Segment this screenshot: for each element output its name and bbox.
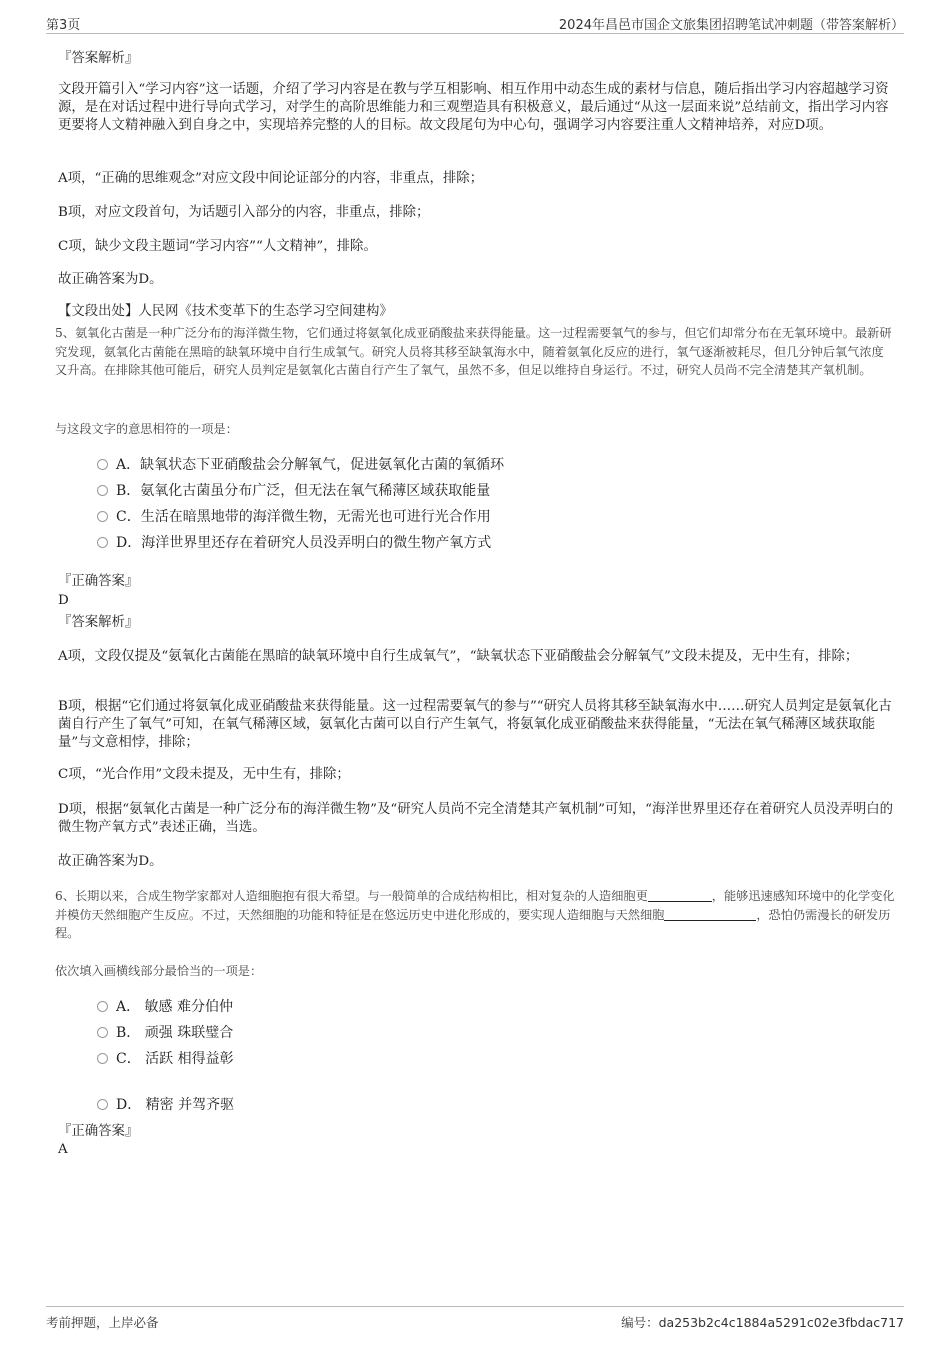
q6-stem: [55, 887, 895, 943]
q6-option-b[interactable]: [97, 1024, 233, 1042]
q6-option-d[interactable]: [97, 1096, 234, 1114]
q6-prompt: 依次填入画横线部分最恰当的一项是：: [55, 964, 263, 978]
q5-conclusion: 故正确答案为D。: [58, 854, 163, 869]
q6-option-a[interactable]: [97, 998, 233, 1016]
radio-icon[interactable]: [97, 1053, 108, 1064]
footer-slogan: 考前押题，上岸必备: [46, 1315, 159, 1330]
q5-option-c-label: C．生活在暗黑地带的海洋微生物，无需光也可进行光合作用: [116, 509, 491, 525]
q6-answer: A: [58, 1142, 68, 1157]
q5-point-d: D项，根据“氨氧化古菌是一种广泛分布的海洋微生物”及“研究人员尚不完全清楚其产氧机制”可知，“海洋世界里还存在着研究人员没弄明白的微生物产氧方式”表述正确，当选。: [58, 802, 894, 835]
q5-answer: D: [58, 593, 69, 608]
q4-point-c: C项，缺少文段主题词“学习内容”“人文精神”，排除。: [58, 239, 377, 254]
q6-stem-part-1: 6、长期以来，合成生物学家都对人造细胞抱有很大希望。与一般简单的合成结构相比，相对复杂的人造细胞更: [55, 889, 648, 903]
q5-option-b[interactable]: [97, 482, 490, 500]
q6-option-c-label: C． 活跃 相得益彰: [116, 1051, 234, 1067]
radio-icon[interactable]: [97, 1001, 108, 1012]
document-title: 2024年昌邑市国企文旅集团招聘笔试冲刺题（带答案解析）: [558, 18, 904, 33]
q4-point-a: A项，“正确的思维观念”对应文段中间论证部分的内容，非重点，排除；: [58, 171, 484, 186]
q5-answer-heading: 『正确答案』: [58, 574, 139, 589]
footer-doc-id: 编号：da253b2c4c1884a5291c02e3fbdac717: [621, 1315, 904, 1330]
radio-icon[interactable]: [97, 537, 108, 548]
q5-point-b: B项，根据“它们通过将氨氧化成亚硝酸盐来获得能量。这一过程需要氧气的参与”“研究人员将其移至缺氧海水中……研究人员判定是氨氧化古菌自行产生了氧气”可知，在氧气稀薄区域，氨氧化古菌可以自行产生氧气，将氨氧化成亚硝酸盐来获得能量，“无法在氧气稀薄区域获取能量”与文意相悖，排除；: [58, 699, 892, 750]
page-number: 第3页: [46, 18, 81, 33]
q6-blank-2: [664, 908, 756, 921]
radio-icon[interactable]: [97, 485, 108, 496]
q5-point-a: A项，文段仅提及“氨氧化古菌能在黑暗的缺氧环境中自行生成氧气”，“缺氧状态下亚硝酸盐会分解氧气”文段未提及，无中生有，排除；: [58, 649, 859, 664]
q5-analysis-heading: 『答案解析』: [58, 615, 139, 630]
footer-divider: [46, 1306, 904, 1307]
q5-option-d-label: D．海洋世界里还存在着研究人员没弄明白的微生物产氧方式: [116, 535, 492, 551]
q4-analysis-text: 文段开篇引入“学习内容”这一话题，介绍了学习内容是在教与学互相影响、相互作用中动态生成的素材与信息，随后指出学习内容超越学习资源，是在对话过程中进行导向式学习，对学生的高阶思维能力和三观塑造具有积极意义，最后通过“从这一层面来说”总结前文，指出学习内容更要将人文精神融入到自身之中，实现培养完整的人的目标。故文段尾句为中心句，强调学习内容要注重人文精神培养，对应D项。: [58, 82, 889, 133]
q6-option-b-label: B． 顽强 珠联璧合: [116, 1025, 234, 1041]
q5-option-d[interactable]: [97, 534, 491, 552]
q6-stem-part-3: ，恐怕仍需漫长的研发历程。: [55, 907, 891, 940]
q4-point-b: B项，对应文段首句，为话题引入部分的内容，非重点，排除；: [58, 205, 430, 220]
q4-conclusion: 故正确答案为D。: [58, 272, 163, 287]
q5-point-c: C项，“光合作用”文段未提及，无中生有，排除；: [58, 767, 350, 782]
q6-blank-1: [648, 889, 712, 902]
radio-icon[interactable]: [97, 511, 108, 522]
q5-option-b-label: B．氨氧化古菌虽分布广泛，但无法在氧气稀薄区域获取能量: [116, 483, 491, 499]
q4-analysis-heading: 『答案解析』: [58, 51, 139, 66]
q4-source: 【文段出处】人民网《技术变革下的生态学习空间建构》: [58, 304, 393, 319]
q6-option-d-label: D． 精密 并驾齐驱: [116, 1097, 235, 1113]
q5-stem: 5、氨氧化古菌是一种广泛分布的海洋微生物，它们通过将氨氧化成亚硝酸盐来获得能量。这一过程需要氧气的参与，但它们却常分布在无氧环境中。最新研究发现，氨氧化古菌能在黑暗的缺氧环境中自行生成氧气。研究人员将其移至缺氧海水中，随着氨氧化反应的进行，氧气逐渐被耗尽，但几分钟后氧气浓度又升高。在排除其他可能后，研究人员判定是氨氧化古菌自行产生了氧气，虽然不多，但足以维持自身运行。不过，研究人员尚不完全清楚其产氧机制。: [55, 326, 892, 377]
q6-answer-heading: 『正确答案』: [58, 1124, 139, 1139]
header-divider: [46, 33, 904, 34]
q5-prompt: 与这段文字的意思相符的一项是：: [55, 422, 238, 436]
radio-icon[interactable]: [97, 459, 108, 470]
q6-stem-part-2: ，能够迅速感知环境中的化学变化并模仿天然细胞产生反应。不过，天然细胞的功能和特征是在悠远历史中进化形成的，要实现人造细胞与天然细胞: [55, 889, 895, 922]
q6-option-a-label: A． 敏感 难分伯仲: [116, 999, 234, 1015]
q5-option-a[interactable]: [97, 456, 504, 474]
radio-icon[interactable]: [97, 1027, 108, 1038]
radio-icon[interactable]: [97, 1099, 108, 1110]
q5-option-c[interactable]: [97, 508, 491, 526]
q6-option-c[interactable]: [97, 1050, 234, 1068]
q5-option-a-label: A．缺氧状态下亚硝酸盐会分解氧气，促进氨氧化古菌的氧循环: [116, 457, 505, 473]
